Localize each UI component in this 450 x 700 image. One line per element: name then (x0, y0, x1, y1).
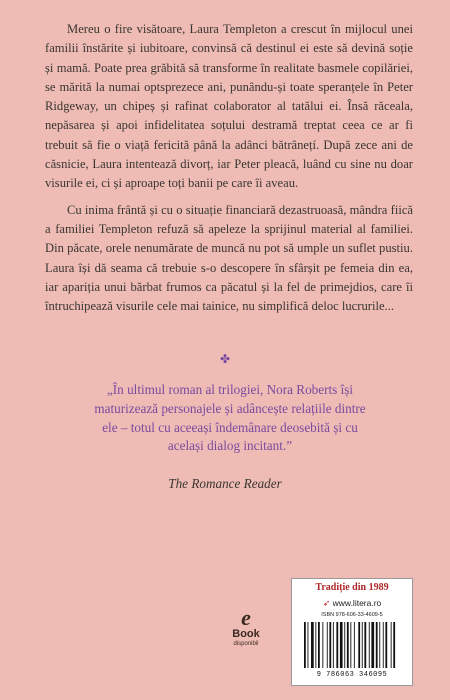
blurb-paragraph-2: Cu inima frântă și cu o situație financiară dezastruoasă, mândra fiică a familiei Templeton refuză să apeleze la sprijinul material al familiei. Din păcate, orele nenumărate de muncă nu pot să umple un suflet pustiu. Laura își dă seama că trebuie s-o descopere în sfârșit pe femeia din ea, iar apariția unui bărbat frumos ca păcatul și la fel de primejdios, care îi întruchipează visurile cele mai tainice, nu simplifică deloc lucrurile... (45, 202, 413, 314)
barcode-number: 9 786063 346095 (316, 671, 388, 679)
ornament-icon: ✤ (219, 352, 231, 366)
review-source: The Romance Reader (168, 476, 282, 491)
review-quote: „În ultimul roman al trilogiei, Nora Roberts își maturizează personajele și adâncește relațiile dintre ele – totul cu aceeași îndemânare deosebită și cu același dialog incitant.” (94, 382, 366, 454)
publisher-tradition: Tradiție din 1989 (315, 582, 389, 593)
blurb (45, 20, 413, 323)
ebook-logo (226, 605, 266, 648)
publisher-website: www.litera.ro (332, 598, 382, 608)
ebook-availability: disponibil (233, 641, 259, 647)
ebook-word: Book (232, 628, 260, 640)
isbn-text: ISBN 978-606-33-4609-5 (321, 612, 383, 618)
ebook-e-icon: e (241, 605, 251, 630)
publisher-box (291, 578, 413, 686)
blurb-paragraph-1: Mereu o fire visătoare, Laura Templeton a crescut în mijlocul unei familii înstărite și iubitoare, convinsă că destinul ei este să devină soție și mamă. Poate prea grăbită să transforme în realitate basmele copilăriei, se mărită la numai optsprezece ani, punându-și toate speranțele în Peter Ridgeway, un chipeș și rafinat colaborator al tatălui ei. Însă răceala, nepăsarea și apoi infidelitatea soțului destramă treptat ceea ce ar fi trebuit să fie o viață fericită până la adânci bătrânețí. După zece ani de căsnicie, Laura intentează divorț, iar Peter pleacă, luând cu sine nu doar visurile ei, ci și aproape toți banii pe care îi aveau. (45, 22, 413, 191)
barcode-icon (302, 622, 402, 670)
litera-bird-icon: ➶ (322, 598, 331, 608)
publisher-website-row (292, 598, 412, 609)
